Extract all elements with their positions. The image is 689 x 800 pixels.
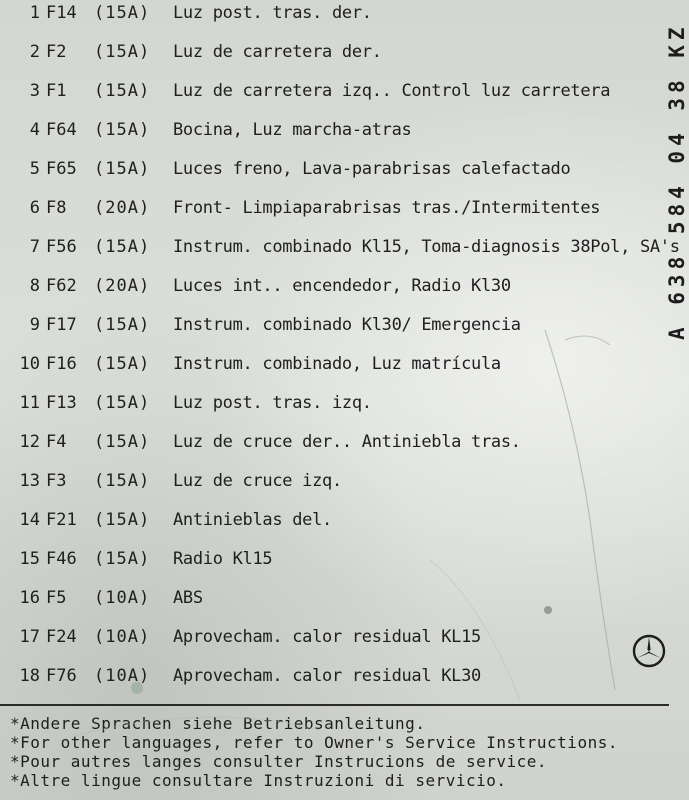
fuse-number: 15 xyxy=(19,549,40,569)
fuse-amperage: (15A) xyxy=(94,159,151,179)
fuse-number: 9 xyxy=(29,315,40,335)
fuse-number: 10 xyxy=(19,354,40,374)
fuse-amperage: (15A) xyxy=(94,42,151,62)
fuse-number: 11 xyxy=(19,393,40,413)
fuse-id: F64 xyxy=(46,120,77,140)
fuse-row xyxy=(0,33,669,72)
fuse-row xyxy=(0,501,669,540)
fuse-number: 17 xyxy=(19,627,40,647)
fuse-number: 12 xyxy=(19,432,40,452)
fuse-description: Instrum. combinado Kl30/ Emergencia xyxy=(173,315,521,335)
fuse-row xyxy=(0,618,669,657)
fuse-number: 4 xyxy=(29,120,40,140)
fuse-amperage: (20A) xyxy=(94,276,151,296)
fuse-description: Aprovecham. calor residual KL30 xyxy=(173,666,481,686)
fuse-description: Luz de carretera izq.. Control luz carretera xyxy=(173,81,611,101)
fuse-row xyxy=(0,540,669,579)
note-french: *Pour autres langes consulter Instrucions de service. xyxy=(10,752,548,771)
fuse-id: F5 xyxy=(46,588,67,608)
fuse-row xyxy=(0,657,669,696)
fuse-description: Bocina, Luz marcha-atras xyxy=(173,120,412,140)
fuse-description: Antinieblas del. xyxy=(173,510,332,530)
fuse-id: F76 xyxy=(46,666,77,686)
mercedes-star-icon xyxy=(632,634,666,668)
fuse-id: F24 xyxy=(46,627,77,647)
part-number: A 638 584 04 38 KZ xyxy=(665,22,689,340)
fuse-amperage: (10A) xyxy=(94,627,151,647)
fuse-amperage: (15A) xyxy=(94,471,151,491)
fuse-description: Instrum. combinado, Luz matrícula xyxy=(173,354,501,374)
fuse-id: F21 xyxy=(46,510,77,530)
fuse-row xyxy=(0,189,669,228)
fuse-row xyxy=(0,306,669,345)
fuse-number: 2 xyxy=(29,42,40,62)
fuse-number: 14 xyxy=(19,510,40,530)
fuse-amperage: (15A) xyxy=(94,549,151,569)
fuse-description: Radio Kl15 xyxy=(173,549,273,569)
fuse-amperage: (15A) xyxy=(94,354,151,374)
fuse-description: Aprovecham. calor residual KL15 xyxy=(173,627,481,647)
fuse-amperage: (15A) xyxy=(94,510,151,530)
fuse-description: Luz de cruce izq. xyxy=(173,471,342,491)
fuse-amperage: (10A) xyxy=(94,588,151,608)
fuse-description: Luz de carretera der. xyxy=(173,42,382,62)
fuse-description: Luz post. tras. der. xyxy=(173,3,372,23)
note-german: *Andere Sprachen siehe Betriebsanleitung. xyxy=(10,714,426,733)
fuse-amperage: (15A) xyxy=(94,237,151,257)
fuse-row xyxy=(0,384,669,423)
fuse-id: F62 xyxy=(46,276,77,296)
fuse-amperage: (10A) xyxy=(94,666,151,686)
language-notes xyxy=(10,714,665,790)
fuse-id: F13 xyxy=(46,393,77,413)
fuse-number: 7 xyxy=(29,237,40,257)
fuse-row xyxy=(0,345,669,384)
fuse-amperage: (15A) xyxy=(94,393,151,413)
fuse-row xyxy=(0,228,680,267)
fuse-id: F16 xyxy=(46,354,77,374)
fuse-id: F2 xyxy=(46,42,67,62)
fuse-amperage: (15A) xyxy=(94,81,151,101)
fuse-number: 6 xyxy=(29,198,40,218)
fuse-id: F1 xyxy=(46,81,67,101)
fuse-number: 13 xyxy=(19,471,40,491)
fuse-description: Luces int.. encendedor, Radio Kl30 xyxy=(173,276,511,296)
fuse-id: F8 xyxy=(46,198,67,218)
fuse-number: 8 xyxy=(29,276,40,296)
fuse-amperage: (15A) xyxy=(94,120,151,140)
fuse-row xyxy=(0,150,669,189)
fuse-id: F3 xyxy=(46,471,67,491)
fuse-row xyxy=(0,462,669,501)
fuse-id: F65 xyxy=(46,159,77,179)
fuse-number: 1 xyxy=(29,3,40,23)
fuse-description: Front- Limpiaparabrisas tras./Intermitentes xyxy=(173,198,601,218)
fuse-amperage: (15A) xyxy=(94,432,151,452)
fuse-id: F56 xyxy=(46,237,77,257)
fuse-number: 16 xyxy=(19,588,40,608)
fuse-row xyxy=(0,72,669,111)
fuse-row xyxy=(0,423,669,462)
fuse-number: 18 xyxy=(19,666,40,686)
fuse-description: Luz de cruce der.. Antiniebla tras. xyxy=(173,432,521,452)
fuse-row xyxy=(0,111,669,150)
fuse-amperage: (20A) xyxy=(94,198,151,218)
note-italian: *Altre lingue consultare Instruzioni di servicio. xyxy=(10,771,507,790)
fuse-id: F4 xyxy=(46,432,67,452)
fuse-description: ABS xyxy=(173,588,203,608)
fuse-description: Luces freno, Lava-parabrisas calefactado xyxy=(173,159,571,179)
fuse-description: Luz post. tras. izq. xyxy=(173,393,372,413)
fuse-number: 3 xyxy=(29,81,40,101)
fuse-row xyxy=(0,579,669,618)
divider-line xyxy=(0,704,669,706)
fuse-id: F14 xyxy=(46,3,77,23)
fuse-id: F46 xyxy=(46,549,77,569)
fuse-amperage: (15A) xyxy=(94,315,151,335)
note-english: *For other languages, refer to Owner's Service Instructions. xyxy=(10,733,618,752)
fuse-number: 5 xyxy=(29,159,40,179)
fuse-amperage: (15A) xyxy=(94,3,151,23)
fuse-row xyxy=(0,0,669,33)
fuse-id: F17 xyxy=(46,315,77,335)
fuse-description: Instrum. combinado Kl15, Toma-diagnosis 38Pol, SA's xyxy=(173,237,680,257)
fuse-row xyxy=(0,267,669,306)
